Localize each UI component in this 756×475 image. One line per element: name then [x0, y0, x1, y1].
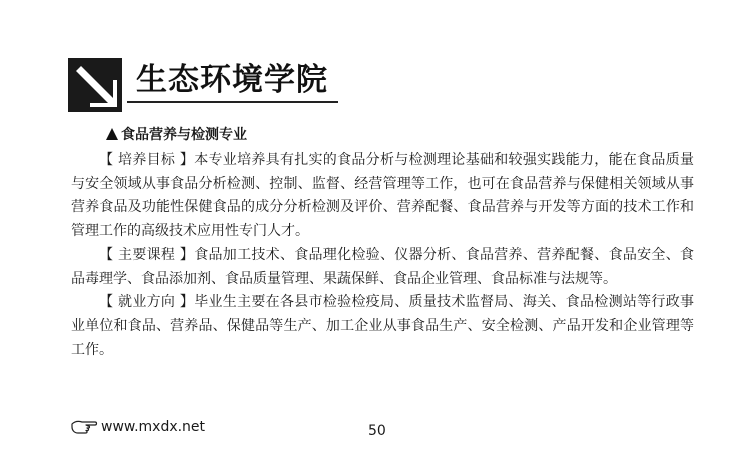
pointing-hand-icon: [70, 418, 98, 439]
paragraph-career-direction: [71, 291, 694, 362]
paragraph-main-courses: [71, 244, 694, 291]
page-number: 50: [368, 423, 386, 439]
paragraph-training-goal: [71, 149, 694, 244]
paragraph-text: 本专业培养具有扎实的食品分析与检测理论基础和较强实践能力，能在食品质量与安全领域从事食品分析检测、控制、监督、经营管理等工作，也可在食品营养与保健相关领域从事营养食品及功能性保健食品的成分分析检测及评价、营养配餐、食品营养与开发等方面的技术工作和管理工作的高级技术应用性专门人才。: [71, 152, 695, 240]
paragraph-label: 【 主要课程 】: [99, 246, 195, 263]
paragraph-text: 毕业生主要在各县市检验检疫局、质量技术监督局、海关、食品检测站等行政事业单位和食品、营养品、保健品等生产、加工企业从事食品生产、安全检测、产品开发和企业管理等工作。: [71, 294, 695, 358]
diagonal-arrow-icon: [68, 58, 122, 112]
college-logo: [68, 58, 122, 112]
section-heading-text: 食品营养与检测专业: [121, 127, 247, 143]
body-content: [71, 149, 694, 362]
section-heading: [106, 125, 247, 145]
website-url[interactable]: www.mxdx.net: [101, 419, 206, 435]
title-underline: [127, 101, 338, 103]
footer-website: [70, 418, 205, 439]
paragraph-text: 食品加工技术、食品理化检验、仪器分析、食品营养、营养配餐、食品安全、食品毒理学、食品添加剂、食品质量管理、果蔬保鲜、食品企业管理、食品标准与法规等。: [71, 246, 695, 287]
triangle-icon: [106, 128, 118, 140]
paragraph-label: 【 培养目标 】: [99, 152, 195, 168]
paragraph-label: 【 就业方向 】: [99, 294, 195, 311]
page-title: 生态环境学院: [136, 62, 328, 98]
